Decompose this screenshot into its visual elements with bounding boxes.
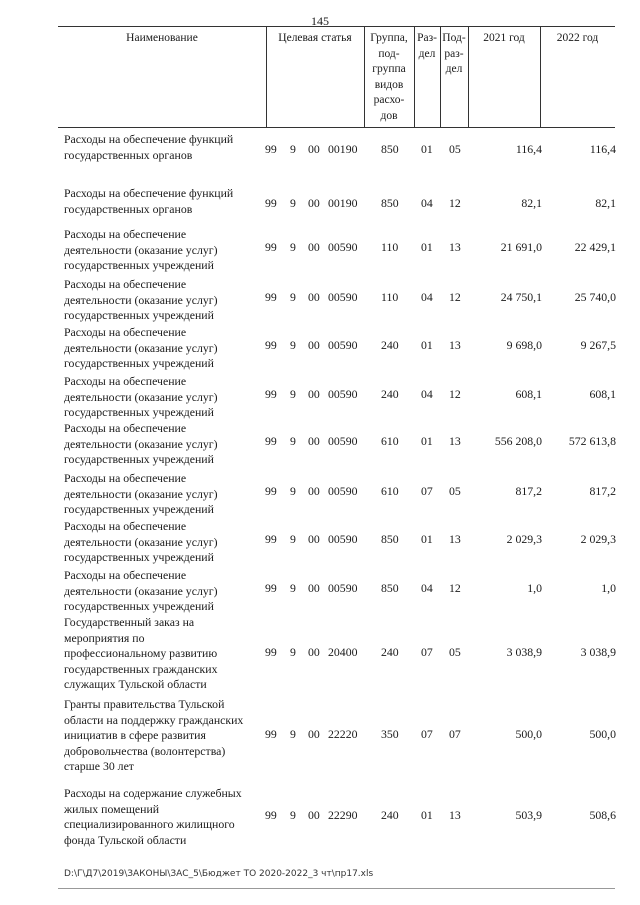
value-2022: 817,2 bbox=[589, 484, 616, 498]
code-d: 22220 bbox=[328, 727, 358, 741]
value-2021: 500,0 bbox=[515, 727, 542, 741]
code-a: 99 bbox=[265, 338, 277, 352]
cell-group: 110 bbox=[381, 240, 399, 254]
cell-subsection: 12 bbox=[449, 290, 461, 304]
code-b: 9 bbox=[290, 484, 296, 498]
code-b: 9 bbox=[290, 142, 296, 156]
code-c: 00 bbox=[308, 532, 320, 546]
code-d: 00590 bbox=[328, 338, 358, 352]
code-b: 9 bbox=[290, 645, 296, 659]
value-2022: 2 029,3 bbox=[580, 532, 616, 546]
cell-section: 01 bbox=[421, 142, 433, 156]
value-2022: 500,0 bbox=[589, 727, 616, 741]
cell-section: 04 bbox=[421, 581, 433, 595]
cell-section: 04 bbox=[421, 290, 433, 304]
cell-subsection: 13 bbox=[449, 808, 461, 822]
code-c: 00 bbox=[308, 645, 320, 659]
value-2022: 9 267,5 bbox=[580, 338, 616, 352]
code-a: 99 bbox=[265, 581, 277, 595]
value-2021: 556 208,0 bbox=[494, 434, 542, 448]
cell-subsection: 05 bbox=[449, 142, 461, 156]
code-d: 22290 bbox=[328, 808, 358, 822]
value-2021: 3 038,9 bbox=[506, 645, 542, 659]
code-c: 00 bbox=[308, 581, 320, 595]
cell-section: 04 bbox=[421, 196, 433, 210]
row-name: Расходы на обеспечение деятельности (оказание услуг) государственных учреждений bbox=[64, 325, 218, 370]
cell-subsection: 12 bbox=[449, 581, 461, 595]
code-c: 00 bbox=[308, 142, 320, 156]
cell-group: 850 bbox=[381, 581, 399, 595]
value-2021: 21 691,0 bbox=[500, 240, 542, 254]
cell-subsection: 13 bbox=[449, 338, 461, 352]
code-c: 00 bbox=[308, 196, 320, 210]
code-c: 00 bbox=[308, 808, 320, 822]
cell-group: 240 bbox=[381, 808, 399, 822]
cell-section: 01 bbox=[421, 434, 433, 448]
code-b: 9 bbox=[290, 581, 296, 595]
value-2021: 9 698,0 bbox=[506, 338, 542, 352]
row-name: Расходы на обеспечение функций государственных органов bbox=[64, 132, 234, 162]
code-b: 9 bbox=[290, 338, 296, 352]
cell-group: 850 bbox=[381, 196, 399, 210]
cell-subsection: 12 bbox=[449, 196, 461, 210]
code-c: 00 bbox=[308, 727, 320, 741]
code-b: 9 bbox=[290, 387, 296, 401]
cell-group: 350 bbox=[381, 727, 399, 741]
code-a: 99 bbox=[265, 196, 277, 210]
code-d: 00190 bbox=[328, 196, 358, 210]
row-name: Расходы на содержание служебных жилых помещений специализированного жилищного фонда Тульской области bbox=[64, 786, 242, 847]
cell-group: 240 bbox=[381, 338, 399, 352]
header-target: Целевая статья bbox=[278, 32, 352, 44]
cell-group: 240 bbox=[381, 387, 399, 401]
code-b: 9 bbox=[290, 727, 296, 741]
table-header bbox=[58, 26, 615, 128]
value-2021: 817,2 bbox=[515, 484, 542, 498]
value-2021: 82,1 bbox=[521, 196, 542, 210]
header-2021: 2021 год bbox=[483, 32, 525, 44]
cell-group: 110 bbox=[381, 290, 399, 304]
value-2022: 508,6 bbox=[589, 808, 616, 822]
code-a: 99 bbox=[265, 434, 277, 448]
row-name: Расходы на обеспечение деятельности (оказание услуг) государственных учреждений bbox=[64, 471, 218, 516]
value-2022: 22 429,1 bbox=[574, 240, 616, 254]
code-a: 99 bbox=[265, 142, 277, 156]
code-c: 00 bbox=[308, 338, 320, 352]
code-a: 99 bbox=[265, 240, 277, 254]
code-a: 99 bbox=[265, 532, 277, 546]
code-b: 9 bbox=[290, 808, 296, 822]
row-name: Государственный заказ на мероприятия по профессиональному развитию государственных гражданских служащих Тульской области bbox=[64, 615, 218, 691]
page-number: 145 bbox=[311, 14, 329, 28]
header-name: Наименование bbox=[126, 32, 198, 44]
code-d: 20400 bbox=[328, 645, 358, 659]
row-name: Гранты правительства Тульской области на поддержку гражданских инициатив в сфере развития добровольчества (волонтерства) старше 30 лет bbox=[64, 697, 244, 773]
code-b: 9 bbox=[290, 434, 296, 448]
cell-group: 850 bbox=[381, 142, 399, 156]
cell-subsection: 13 bbox=[449, 532, 461, 546]
code-b: 9 bbox=[290, 290, 296, 304]
row-name: Расходы на обеспечение деятельности (оказание услуг) государственных учреждений bbox=[64, 421, 218, 466]
code-c: 00 bbox=[308, 434, 320, 448]
value-2021: 608,1 bbox=[515, 387, 542, 401]
row-name: Расходы на обеспечение деятельности (оказание услуг) государственных учреждений bbox=[64, 277, 218, 322]
code-a: 99 bbox=[265, 808, 277, 822]
cell-section: 01 bbox=[421, 808, 433, 822]
code-d: 00590 bbox=[328, 581, 358, 595]
code-c: 00 bbox=[308, 387, 320, 401]
value-2022: 25 740,0 bbox=[574, 290, 616, 304]
value-2022: 82,1 bbox=[595, 196, 616, 210]
code-d: 00590 bbox=[328, 532, 358, 546]
header-subsection: Под- раз- дел bbox=[442, 32, 466, 75]
value-2022: 572 613,8 bbox=[568, 434, 616, 448]
cell-section: 07 bbox=[421, 727, 433, 741]
code-d: 00590 bbox=[328, 434, 358, 448]
value-2021: 503,9 bbox=[515, 808, 542, 822]
code-b: 9 bbox=[290, 240, 296, 254]
code-c: 00 bbox=[308, 290, 320, 304]
cell-subsection: 05 bbox=[449, 484, 461, 498]
cell-group: 610 bbox=[381, 434, 399, 448]
header-group: Группа, под- группа видов расхо- дов bbox=[370, 32, 408, 122]
value-2022: 608,1 bbox=[589, 387, 616, 401]
code-a: 99 bbox=[265, 645, 277, 659]
value-2021: 2 029,3 bbox=[506, 532, 542, 546]
code-d: 00590 bbox=[328, 240, 358, 254]
value-2021: 1,0 bbox=[527, 581, 542, 595]
value-2021: 24 750,1 bbox=[500, 290, 542, 304]
code-d: 00590 bbox=[328, 484, 358, 498]
cell-group: 240 bbox=[381, 645, 399, 659]
cell-section: 07 bbox=[421, 645, 433, 659]
code-b: 9 bbox=[290, 532, 296, 546]
cell-subsection: 07 bbox=[449, 727, 461, 741]
header-2022: 2022 год bbox=[556, 32, 599, 44]
code-b: 9 bbox=[290, 196, 296, 210]
row-name: Расходы на обеспечение функций государственных органов bbox=[64, 186, 234, 216]
cell-section: 07 bbox=[421, 484, 433, 498]
value-2022: 116,4 bbox=[589, 142, 616, 156]
value-2021: 116,4 bbox=[515, 142, 542, 156]
cell-subsection: 05 bbox=[449, 645, 461, 659]
cell-subsection: 13 bbox=[449, 240, 461, 254]
cell-section: 01 bbox=[421, 338, 433, 352]
value-2022: 1,0 bbox=[601, 581, 616, 595]
cell-subsection: 12 bbox=[449, 387, 461, 401]
code-c: 00 bbox=[308, 240, 320, 254]
cell-subsection: 13 bbox=[449, 434, 461, 448]
code-c: 00 bbox=[308, 484, 320, 498]
code-a: 99 bbox=[265, 387, 277, 401]
header-section: Раз- дел bbox=[417, 32, 437, 60]
cell-group: 610 bbox=[381, 484, 399, 498]
cell-section: 04 bbox=[421, 387, 433, 401]
cell-group: 850 bbox=[381, 532, 399, 546]
cell-section: 01 bbox=[421, 532, 433, 546]
code-a: 99 bbox=[265, 290, 277, 304]
code-d: 00590 bbox=[328, 387, 358, 401]
row-name: Расходы на обеспечение деятельности (оказание услуг) государственных учреждений bbox=[64, 519, 218, 564]
code-d: 00590 bbox=[328, 290, 358, 304]
row-name: Расходы на обеспечение деятельности (оказание услуг) государственных учреждений bbox=[64, 374, 218, 419]
code-a: 99 bbox=[265, 727, 277, 741]
cell-section: 01 bbox=[421, 240, 433, 254]
code-d: 00190 bbox=[328, 142, 358, 156]
row-name: Расходы на обеспечение деятельности (оказание услуг) государственных учреждений bbox=[64, 568, 218, 613]
file-path: D:\Г\Д7\2019\ЗАКОНЫ\ЗАС_5\Бюджет ТО 2020-2022_3 чт\пр17.xls bbox=[64, 869, 374, 879]
code-a: 99 bbox=[265, 484, 277, 498]
value-2022: 3 038,9 bbox=[580, 645, 616, 659]
row-name: Расходы на обеспечение деятельности (оказание услуг) государственных учреждений bbox=[64, 227, 218, 272]
